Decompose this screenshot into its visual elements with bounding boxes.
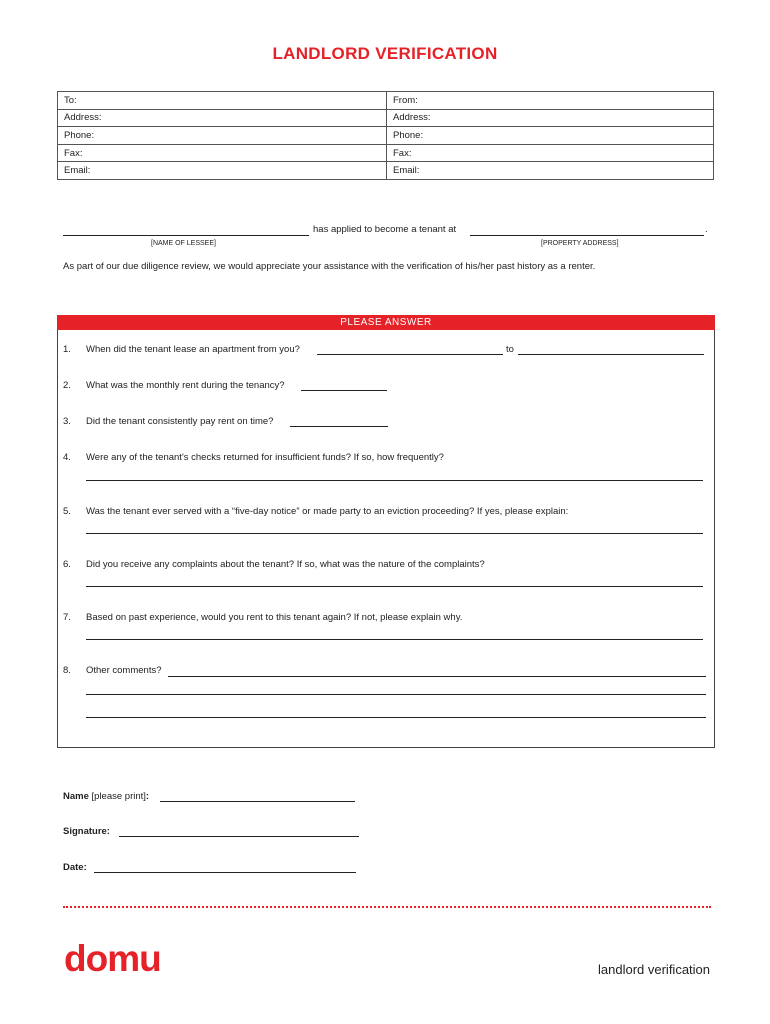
dotted-divider xyxy=(63,906,711,908)
from-phone-field[interactable]: Phone: xyxy=(387,127,714,145)
q1-from-line[interactable] xyxy=(317,354,503,355)
q1-to-text: to xyxy=(506,344,514,355)
signature-line[interactable] xyxy=(119,836,359,837)
question-text: Did the tenant consistently pay rent on time? xyxy=(86,416,274,427)
question-text: Based on past experience, would you rent to this tenant again? If not, please explain why. xyxy=(86,612,463,623)
q6-answer-line[interactable] xyxy=(86,586,703,587)
q8-answer-line-3[interactable] xyxy=(86,717,706,718)
due-diligence-text: As part of our due diligence review, we would appreciate your assistance with the verification of his/her past history as a renter. xyxy=(63,261,596,272)
date-label: Date: xyxy=(63,862,87,873)
question-text: What was the monthly rent during the tenancy? xyxy=(86,380,285,391)
signature-label: Signature: xyxy=(63,826,110,837)
question-number: 5. xyxy=(63,506,71,517)
q8-answer-line-1[interactable] xyxy=(168,676,706,677)
date-line[interactable] xyxy=(94,872,356,873)
question-number: 8. xyxy=(63,665,71,676)
contact-table xyxy=(57,91,714,180)
question-number: 4. xyxy=(63,452,71,463)
question-number: 1. xyxy=(63,344,71,355)
from-field[interactable]: From: xyxy=(387,92,714,110)
question-text: Was the tenant ever served with a “five-day notice” or made party to an eviction proceeding? If yes, please explain: xyxy=(86,506,569,517)
domu-logo: domu xyxy=(64,938,161,979)
footer-doc-name: landlord verification xyxy=(598,962,711,977)
to-address-field[interactable]: Address: xyxy=(58,109,387,127)
name-label-text: Name xyxy=(63,791,89,802)
question-text: When did the tenant lease an apartment from you? xyxy=(86,344,300,355)
q3-answer-line[interactable] xyxy=(290,426,388,427)
question-number: 7. xyxy=(63,612,71,623)
q8-answer-line-2[interactable] xyxy=(86,694,706,695)
property-address-line[interactable] xyxy=(470,235,704,236)
from-fax-field[interactable]: Fax: xyxy=(387,144,714,162)
name-line[interactable] xyxy=(160,801,355,802)
question-number: 6. xyxy=(63,559,71,570)
question-number: 3. xyxy=(63,416,71,427)
intro-period: . xyxy=(705,224,708,235)
question-text: Were any of the tenant's checks returned for insufficient funds? If so, how frequently? xyxy=(86,452,444,463)
q5-answer-line[interactable] xyxy=(86,533,703,534)
please-answer-header: PLEASE ANSWER xyxy=(57,315,715,330)
q4-answer-line[interactable] xyxy=(86,480,703,481)
question-number: 2. xyxy=(63,380,71,391)
to-field[interactable]: To: xyxy=(58,92,387,110)
q2-answer-line[interactable] xyxy=(301,390,387,391)
page-title: LANDLORD VERIFICATION xyxy=(272,44,498,63)
name-label xyxy=(63,791,149,802)
from-address-field[interactable]: Address: xyxy=(387,109,714,127)
property-label: [PROPERTY ADDRESS] xyxy=(541,240,619,247)
name-colon: : xyxy=(145,791,150,802)
question-text: Other comments? xyxy=(86,665,162,676)
q7-answer-line[interactable] xyxy=(86,639,703,640)
question-text: Did you receive any complaints about the tenant? If so, what was the nature of the complaints? xyxy=(86,559,485,570)
q1-to-line[interactable] xyxy=(518,354,704,355)
name-hint: [please print] xyxy=(91,791,146,802)
applied-text: has applied to become a tenant at xyxy=(313,224,457,235)
from-email-field[interactable]: Email: xyxy=(387,162,714,180)
lessee-label: [NAME OF LESSEE] xyxy=(151,240,216,247)
to-email-field[interactable]: Email: xyxy=(58,162,387,180)
to-phone-field[interactable]: Phone: xyxy=(58,127,387,145)
lessee-name-line[interactable] xyxy=(63,235,309,236)
to-fax-field[interactable]: Fax: xyxy=(58,144,387,162)
